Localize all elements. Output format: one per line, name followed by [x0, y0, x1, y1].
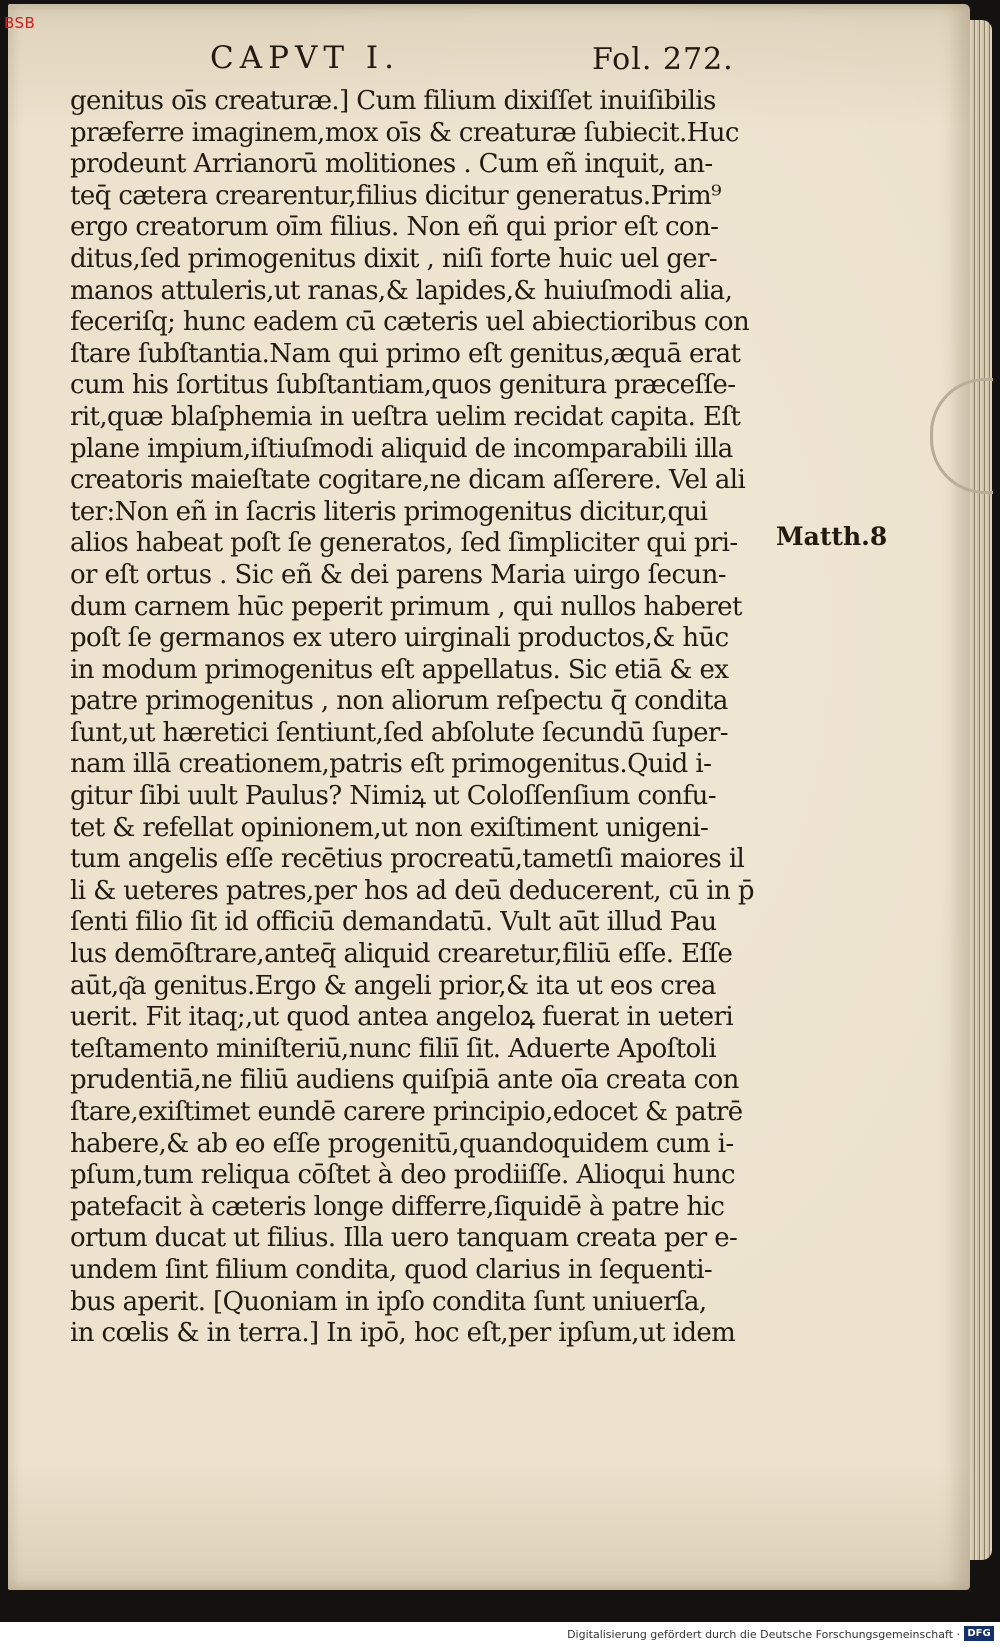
text-line: patefacit à cæteris longe differre,ſiquidē à patre hic — [70, 1191, 725, 1222]
text-line: plane impium,iſtiuſmodi aliquid de incomparabili illa — [70, 433, 733, 464]
library-mark: BSB — [4, 14, 36, 32]
text-line: rit,quæ blaſphemia in ueſtra uelim recidat capita. Eſt — [70, 401, 741, 432]
dfg-logo: DFG — [964, 1626, 994, 1641]
text-line: bus aperit. [Quoniam in ipſo condita ſunt uniuerſa, — [70, 1286, 707, 1317]
text-line: prodeunt Arrianorū molitiones . Cum eñ inquit, an- — [70, 149, 713, 180]
text-line: pſum,tum reliqua cōſtet à deo prodiiſſe. Alioqui hunc — [70, 1160, 735, 1191]
text-line: ortum ducat ut filius. Illa uero tanquam creata per e- — [70, 1223, 738, 1254]
funding-credit: Digitalisierung gefördert durch die Deutsche Forschungsgemeinschaft · — [567, 1628, 960, 1641]
text-line: undem ſint filium condita, quod clarius in ſequenti- — [70, 1254, 713, 1285]
text-line: ergo creatorum oīm filius. Non eñ qui prior eſt con- — [70, 212, 719, 243]
text-line: prudentiā,ne filiū audiens quiſpiā ante oīa creata con — [70, 1065, 739, 1096]
text-line: habere,& ab eo eſſe progenitū,quandoquidem cum i- — [70, 1128, 734, 1159]
text-line: ſunt,ut hæretici ſentiunt,ſed abſolute ſecundū ſuper- — [70, 717, 728, 748]
text-line: ſtare ſubſtantia.Nam qui primo eſt genitus,æquā erat — [70, 338, 741, 369]
text-line: ter:Non eñ in ſacris literis primogenitus dicitur,qui — [70, 496, 708, 527]
body-text — [70, 86, 770, 1350]
text-line: tum angelis eſſe recētius procreatū,tametſi maiores il — [70, 844, 745, 875]
text-line: dum carnem hūc peperit primum , qui nullos haberet — [70, 591, 742, 622]
text-line: or eſt ortus . Sic eñ & dei parens Maria uirgo ſecun- — [70, 559, 726, 590]
text-line: alios habeat poſt ſe generatos, ſed ſimpliciter qui pri- — [70, 528, 738, 559]
text-line: ſtare,exiſtimet eundē carere principio,edocet & patrē — [70, 1097, 743, 1127]
text-line: gitur ſibi uult Paulus? Nimiꝝ ut Coloſſenſium confu- — [70, 781, 716, 812]
text-line: manos attuleris,ut ranas,& lapides,& huiuſmodi alia, — [70, 275, 733, 306]
text-line: cum his ſortitus ſubſtantiam,quos genitura præceſſe- — [70, 370, 736, 401]
running-title: CAPVT I. — [210, 40, 400, 76]
margin-note: Matth.8 — [776, 522, 888, 551]
text-line: ſenti filio ſit id officiū demandatū. Vult aūt illud Pau — [70, 907, 717, 938]
text-line: in modum primogenitus eſt appellatus. Sic etiā & ex — [70, 654, 729, 685]
text-line: poſt ſe germanos ex utero uirginali productos,& hūc — [70, 623, 729, 654]
text-line: li & ueteres patres,per hos ad deū deducerent, cū in p̄ — [70, 875, 754, 906]
text-line: teſtamento miniſteriū,nunc filiī ſit. Aduerte Apoſtoli — [70, 1033, 717, 1064]
text-line: tet & refellat opinionem,ut non exiſtiment unigeni- — [70, 812, 709, 843]
text-line: patre primogenitus , non aliorum reſpectu q̄ condita — [70, 686, 728, 717]
text-line: creatoris maieſtate cogitare,ne dicam aſſerere. Vel ali — [70, 465, 746, 496]
text-line: aūt,q͂a genitus.Ergo & angeli prior,& ita ut eos crea — [70, 970, 716, 1001]
text-line: præferre imaginem,mox oīs & creaturæ ſubiecit.Huc — [70, 117, 739, 148]
text-line: feceriſq; hunc eadem cū cæteris uel abiectioribus con — [70, 307, 750, 338]
text-line: nam illā creationem,patris eſt primogenitus.Quid i- — [70, 749, 712, 780]
text-line: teq̄ cætera crearentur,filius dicitur generatus.Prim⁹ — [70, 180, 721, 211]
text-line: uerit. Fit itaq;,ut quod antea angeloꝝ fuerat in ueteri — [70, 1002, 734, 1033]
text-line: in cœlis & in terra.] In ipō, hoc eſt,per ipſum,ut idem — [70, 1318, 736, 1349]
text-line: lus demōſtrare,anteq̄ aliquid crearetur,filiū eſſe. Eſſe — [70, 939, 733, 970]
text-line: ditus,ſed primogenitus dixit , niſi forte huic uel ger- — [70, 243, 718, 274]
folio-number: Fol. 272. — [592, 42, 734, 77]
text-line: genitus oīs creaturæ.] Cum filium dixiſſet inuiſibilis — [70, 86, 716, 116]
